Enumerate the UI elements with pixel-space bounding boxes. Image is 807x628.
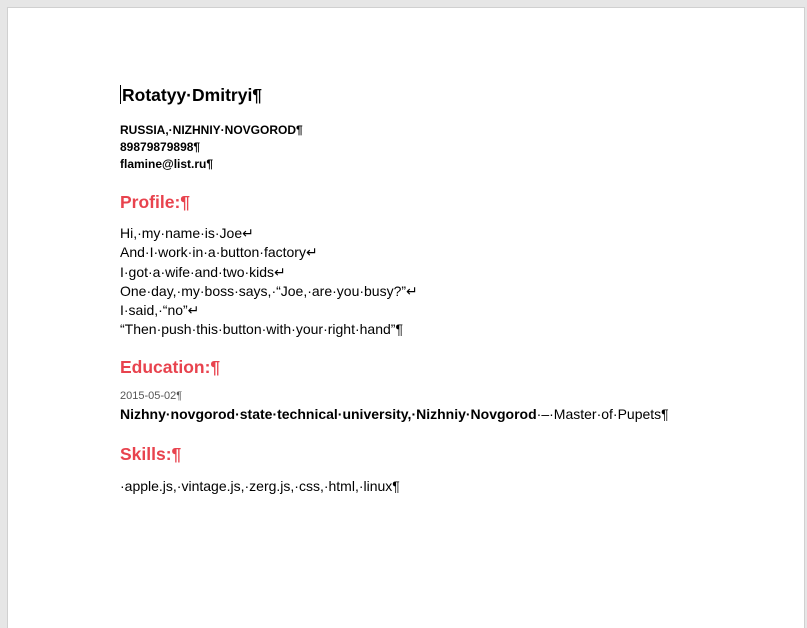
education-date: 2015-05-02¶ (120, 389, 183, 402)
profile-line: I·got·a·wife·and·two·kids↵ (120, 263, 286, 280)
document-page[interactable] (8, 8, 804, 628)
education-entry (120, 404, 760, 424)
education-institution: Nizhny·novgorod·state·technical·university,·Nizhniy·Novgorod (120, 405, 537, 422)
contact-phone: 89879879898¶ (120, 140, 201, 154)
skills-list: ·apple.js,·vintage.js,·zerg.js,·css,·html,·linux¶ (120, 477, 400, 494)
education-separator: ·–· (536, 405, 554, 422)
skills-heading: Skills:¶ (120, 443, 182, 464)
resume-name-text: Rotatyy·Dmitryi¶ (122, 85, 263, 105)
profile-line: One·day,·my·boss·says,·“Joe,·are·you·busy?”↵ (120, 282, 418, 299)
contact-block (120, 122, 760, 173)
education-degree: Master·of·Pupets¶ (553, 405, 669, 422)
profile-line: And·I·work·in·a·button·factory↵ (120, 244, 318, 261)
resume-content[interactable] (120, 83, 760, 496)
resume-name[interactable] (120, 83, 760, 107)
profile-line: Hi,·my·name·is·Joe↵ (120, 225, 254, 241)
contact-email: flamine@list.ru¶ (120, 157, 214, 171)
profile-heading: Profile:¶ (120, 192, 191, 212)
text-cursor (120, 85, 121, 104)
profile-text (120, 224, 760, 340)
education-heading: Education:¶ (120, 356, 221, 377)
profile-line: “Then·push·this·button·with·your·right·hand”¶ (120, 321, 403, 338)
profile-line: I·said,·“no”↵ (120, 302, 200, 319)
contact-location: RUSSIA,·NIZHNIY·NOVGOROD¶ (120, 123, 303, 137)
